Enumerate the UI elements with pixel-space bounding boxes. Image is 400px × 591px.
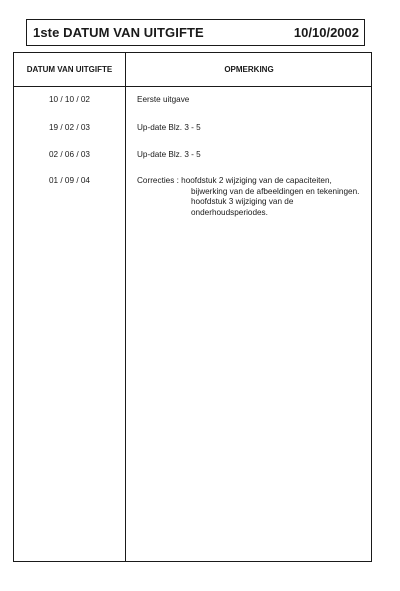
revision-table [13, 52, 372, 562]
row-date: 19 / 02 / 03 [49, 123, 90, 132]
row-note-prefix: Correcties : [137, 176, 179, 185]
row-date: 10 / 10 / 02 [49, 95, 90, 104]
column-divider [125, 53, 126, 561]
column-header-note: OPMERKING [224, 65, 274, 74]
row-note: Up-date Blz. 3 - 5 [137, 150, 201, 159]
header-title: 1ste DATUM VAN UITGIFTE [33, 25, 204, 40]
row-date: 02 / 06 / 03 [49, 150, 90, 159]
header-date: 10/10/2002 [293, 25, 359, 40]
document-header [26, 19, 365, 46]
row-note: Eerste uitgave [137, 95, 190, 104]
row-note-line: onderhoudsperiodes. [191, 207, 268, 217]
row-note-line: bijwerking van de afbeeldingen en tekeningen. [191, 186, 360, 196]
row-note-line: hoofdstuk 2 wijziging van de capaciteiten, [181, 176, 332, 185]
row-note-line: hoofdstuk 3 wijziging van de [191, 197, 294, 206]
row-date: 01 / 09 / 04 [49, 176, 90, 185]
row-note: Up-date Blz. 3 - 5 [137, 123, 201, 132]
row-note-block [137, 176, 367, 218]
column-header-date: DATUM VAN UITGIFTE [26, 65, 113, 74]
header-divider [14, 86, 371, 87]
